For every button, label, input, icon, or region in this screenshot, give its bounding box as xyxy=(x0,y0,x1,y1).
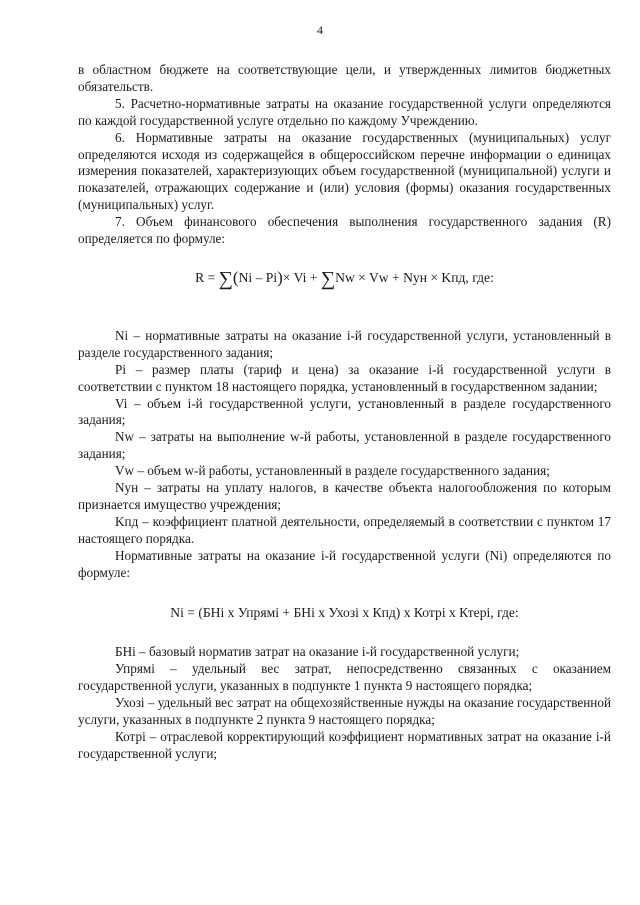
formula-ni: Ni = (БНi х Упрямi + БНi х Ухозi х Кпд) х Котрi х Ктерi, где: xyxy=(170,605,519,621)
document-body xyxy=(78,62,611,763)
paragraph-continuation: в областном бюджете на соответствующие цели, и утвержденных лимитов бюджетных обязательств. xyxy=(78,62,611,94)
definition-uhoz: Ухозi – удельный вес затрат на общехозяйственные нужды на оказание государственной услуги, указанных в подпункте 2 пункта 9 настоящего порядка; xyxy=(78,695,611,727)
definition-ni: Ni – нормативные затраты на оказание i-й государственной услуги, установленный в разделе государственного задания; xyxy=(78,327,611,360)
paragraph-5: 5. Расчетно-нормативные затраты на оказание государственной услуги определяются по каждой государственной услуге отдельно по каждому Учреждению. xyxy=(78,95,611,128)
paragraph-6: 6. Нормативные затраты на оказание государственных (муниципальных) услуг определяются исходя из содержащейся в общероссийском перечне информации о единицах измерения показателей, характеризующих объем государственной (муниципальной) услуги и показателей, отражающих содержание и (или) условия (формы) оказания государственных (муниципальных) услуг. xyxy=(78,129,611,213)
formula-r-ni-pi: Ni – Pi xyxy=(238,269,278,285)
formula-r-lhs: R = xyxy=(195,269,219,285)
page-number: 4 xyxy=(317,23,323,37)
sum-symbol-2: ∑ xyxy=(320,267,336,290)
definition-upr: Упрямi – удельный вес затрат, непосредственно связанных с оказанием государственной услуги, указанных в подпункте 1 пункта 9 настоящего порядка; xyxy=(78,661,611,694)
paragraph-7: 7. Объем финансового обеспечения выполнения государственного задания (R) определяется по формуле: xyxy=(78,214,611,247)
formula-r-lparen: ( xyxy=(232,267,239,287)
formula-r-rparen: ) xyxy=(277,267,283,287)
definition-kotr: Котрi – отраслевой корректирующий коэффициент нормативных затрат на оказание i-й государственной услуги; xyxy=(78,728,611,761)
formula-r xyxy=(78,267,611,290)
definition-kpd: Kпд – коэффициент платной деятельности, определяемый в соответствии с пунктом 17 настоящего порядка. xyxy=(78,513,611,546)
definition-vw: Vw – объем w-й работы, установленный в разделе государственного задания; xyxy=(115,463,550,479)
definition-nyn: Nyн – затраты на уплату налогов, в качестве объекта налогообложения по которым признается имущество учреждения; xyxy=(78,480,611,512)
sum-symbol-1: ∑ xyxy=(218,267,233,290)
definition-pi: Pi – размер платы (тариф и цена) за оказание i-й государственной услуги в соответствии с пунктом 18 настоящего порядка, установленный в государственном задании; xyxy=(78,361,611,394)
formula-r-rest: Nw × Vw + Nyн × Kпд, где: xyxy=(335,269,494,285)
formula-r-vi: × Vi + xyxy=(282,269,321,285)
ni-intro: Нормативные затраты на оказание i-й государственной услуги (Ni) определяются по формуле: xyxy=(78,547,611,580)
definition-vi: Vi – объем i-й государственной услуги, установленный в разделе государственного задания; xyxy=(78,395,611,428)
definition-bni: БНi – базовый норматив затрат на оказание i-й государственной услуги; xyxy=(115,644,520,660)
definition-nw: Nw – затраты на выполнение w-й работы, установленной в разделе государственного задания; xyxy=(78,429,611,462)
